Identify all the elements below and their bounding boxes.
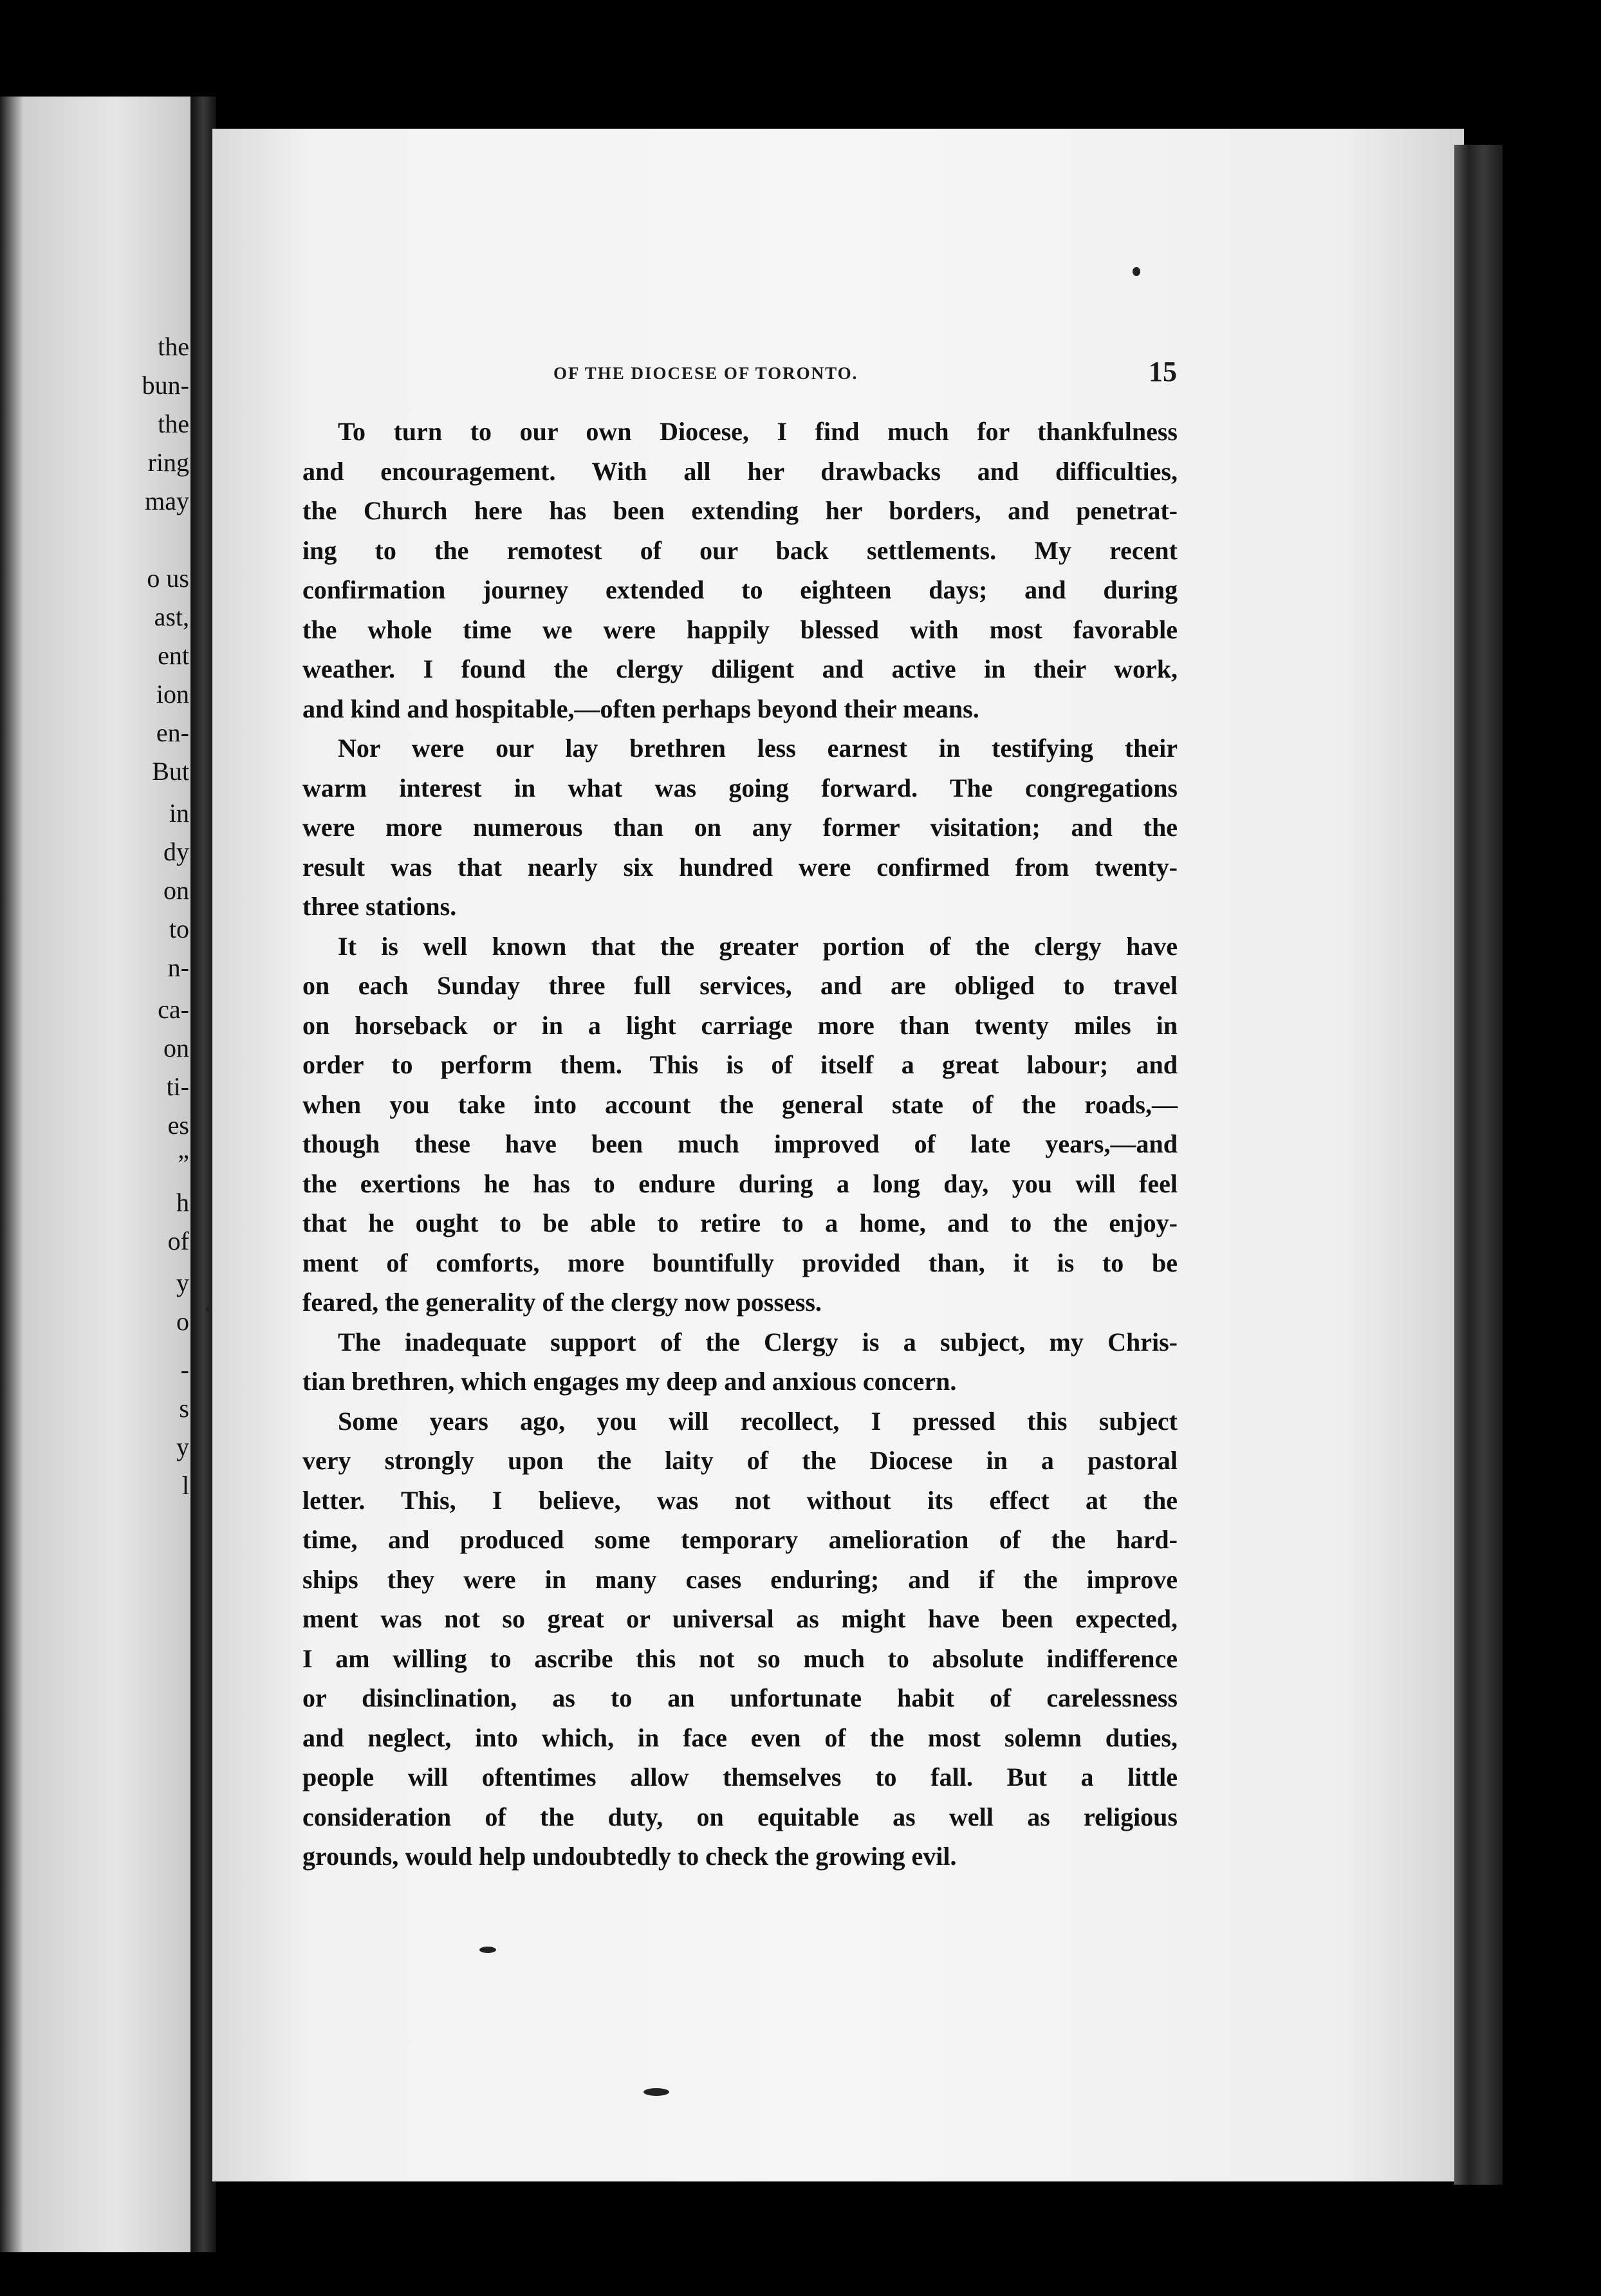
text-line: and neglect, into which, in face even of the most solemn duties, <box>302 1723 1178 1752</box>
previous-page-text-fragment: ion <box>156 680 189 708</box>
paragraph <box>302 1402 1178 1876</box>
previous-page-text-fragment: y <box>176 1432 189 1461</box>
text-line: the Church here has been extending her borders, and penetrat- <box>302 496 1178 525</box>
text-line: people will oftentimes allow themselves to fall. But a little <box>302 1763 1178 1791</box>
scan-speck <box>479 1947 496 1953</box>
text-line: and encouragement. With all her drawbacks and difficulties, <box>302 456 1178 486</box>
previous-page-text-fragment: may <box>145 486 189 515</box>
previous-page-text-fragment: l <box>181 1471 189 1500</box>
scan-speck <box>206 1306 212 1313</box>
previous-page-text-fragment: to <box>169 914 189 943</box>
text-line: the whole time we were happily blessed with most favorable <box>302 615 1178 644</box>
previous-page-text-fragment: dy <box>163 837 189 866</box>
text-line: ment of comforts, more bountifully provided than, it is to be <box>302 1248 1178 1277</box>
text-line: on horseback or in a light carriage more than twenty miles in <box>302 1010 1178 1040</box>
text-line: very strongly upon the laity of the Diocese in a pastoral <box>302 1446 1178 1475</box>
text-line: result was that nearly six hundred were confirmed from twenty- <box>302 852 1178 882</box>
previous-page-text-fragment: - <box>180 1355 189 1384</box>
scan-speck <box>643 2088 669 2096</box>
text-line: time, and produced some temporary amelioration of the hard- <box>302 1525 1178 1554</box>
text-line: ships they were in many cases enduring; and if the improve <box>302 1564 1178 1594</box>
text-line: ing to the remotest of our back settlements. My recent <box>302 535 1178 565</box>
previous-page-text-fragment: on <box>163 876 189 905</box>
previous-page-text-fragment: en- <box>156 718 189 747</box>
running-head: OF THE DIOCESE OF TORONTO. <box>553 364 858 383</box>
text-line: I am willing to ascribe this not so much to absolute indifference <box>302 1643 1178 1673</box>
text-line: ment was not so great or universal as might have been expected, <box>302 1604 1178 1633</box>
previous-page-text-fragment: ring <box>147 448 189 477</box>
paragraph <box>302 927 1178 1322</box>
text-line: though these have been much improved of late years,—and <box>302 1129 1178 1158</box>
text-line: the exertions he has to endure during a long day, you will feel <box>302 1169 1178 1198</box>
text-line: that he ought to be able to retire to a home, and to the enjoy- <box>302 1208 1178 1237</box>
previous-page-text-fragment: of <box>167 1227 189 1255</box>
previous-page-text-fragment: the <box>158 332 189 361</box>
text-line: warm interest in what was going forward. The congregations <box>302 773 1178 802</box>
text-line: when you take into account the general state of the roads,— <box>302 1089 1178 1119</box>
text-line: confirmation journey extended to eighteen days; and during <box>302 575 1178 604</box>
paragraph <box>302 728 1178 927</box>
text-line: To turn to our own Diocese, I find much for thankfulness <box>338 417 1178 446</box>
previous-page-text-fragment: s <box>179 1394 189 1423</box>
text-line: grounds, would help undoubtedly to check the growing evil. <box>302 1842 957 1871</box>
previous-page-text-fragment: ast, <box>154 602 189 631</box>
previous-page-text-fragment: in <box>169 799 189 828</box>
paragraph <box>302 412 1178 728</box>
text-line: or disinclination, as to an unfortunate habit of carelessness <box>302 1683 1178 1712</box>
text-line: on each Sunday three full services, and are obliged to travel <box>302 971 1178 1000</box>
text-line: It is well known that the greater portion of the clergy have <box>338 931 1178 961</box>
text-line: The inadequate support of the Clergy is a subject, my Chris- <box>338 1327 1178 1356</box>
previous-page-text-fragment: ti- <box>166 1072 189 1101</box>
previous-page-text-fragment: ” <box>178 1149 189 1178</box>
previous-page-text-fragment: h <box>176 1188 189 1217</box>
text-line: were more numerous than on any former visitation; and the <box>302 813 1178 842</box>
previous-page-text-fragment: o <box>176 1307 189 1336</box>
previous-page-text-fragment: the <box>158 409 189 438</box>
previous-page-text-fragment: on <box>163 1033 189 1062</box>
previous-page-text-fragment: es <box>167 1111 189 1140</box>
previous-page-text-fragment: bun- <box>142 371 189 400</box>
previous-page-text-fragment: o us <box>147 564 189 593</box>
text-line: Some years ago, you will recollect, I pressed this subject <box>338 1406 1178 1436</box>
previous-page-text-fragment: But <box>152 757 189 786</box>
scan-speck <box>1133 267 1140 276</box>
text-line: letter. This, I believe, was not without its effect at the <box>302 1485 1178 1515</box>
text-line: weather. I found the clergy diligent and active in their work, <box>302 654 1178 683</box>
text-line: and kind and hospitable,—often perhaps beyond their means. <box>302 694 979 723</box>
previous-page-text-fragment: ent <box>158 641 189 670</box>
text-line: feared, the generality of the clergy now possess. <box>302 1288 822 1317</box>
text-line: tian brethren, which engages my deep and anxious concern. <box>302 1367 957 1396</box>
previous-page-text-fragment: ca- <box>158 995 189 1024</box>
book-edge <box>1454 145 1503 2185</box>
text-line: Nor were our lay brethren less earnest in testifying their <box>338 734 1178 763</box>
text-line: order to perform them. This is of itself a great labour; and <box>302 1050 1178 1079</box>
previous-page-text-fragment: y <box>176 1268 189 1297</box>
previous-page-fragment <box>0 97 193 2252</box>
previous-page-text-fragment: n- <box>167 953 189 982</box>
text-line: consideration of the duty, on equitable as well as religious <box>302 1802 1178 1831</box>
paragraph <box>302 1322 1178 1402</box>
page-number: 15 <box>1149 356 1177 387</box>
body-text <box>302 412 1178 1876</box>
text-line: three stations. <box>302 892 457 921</box>
